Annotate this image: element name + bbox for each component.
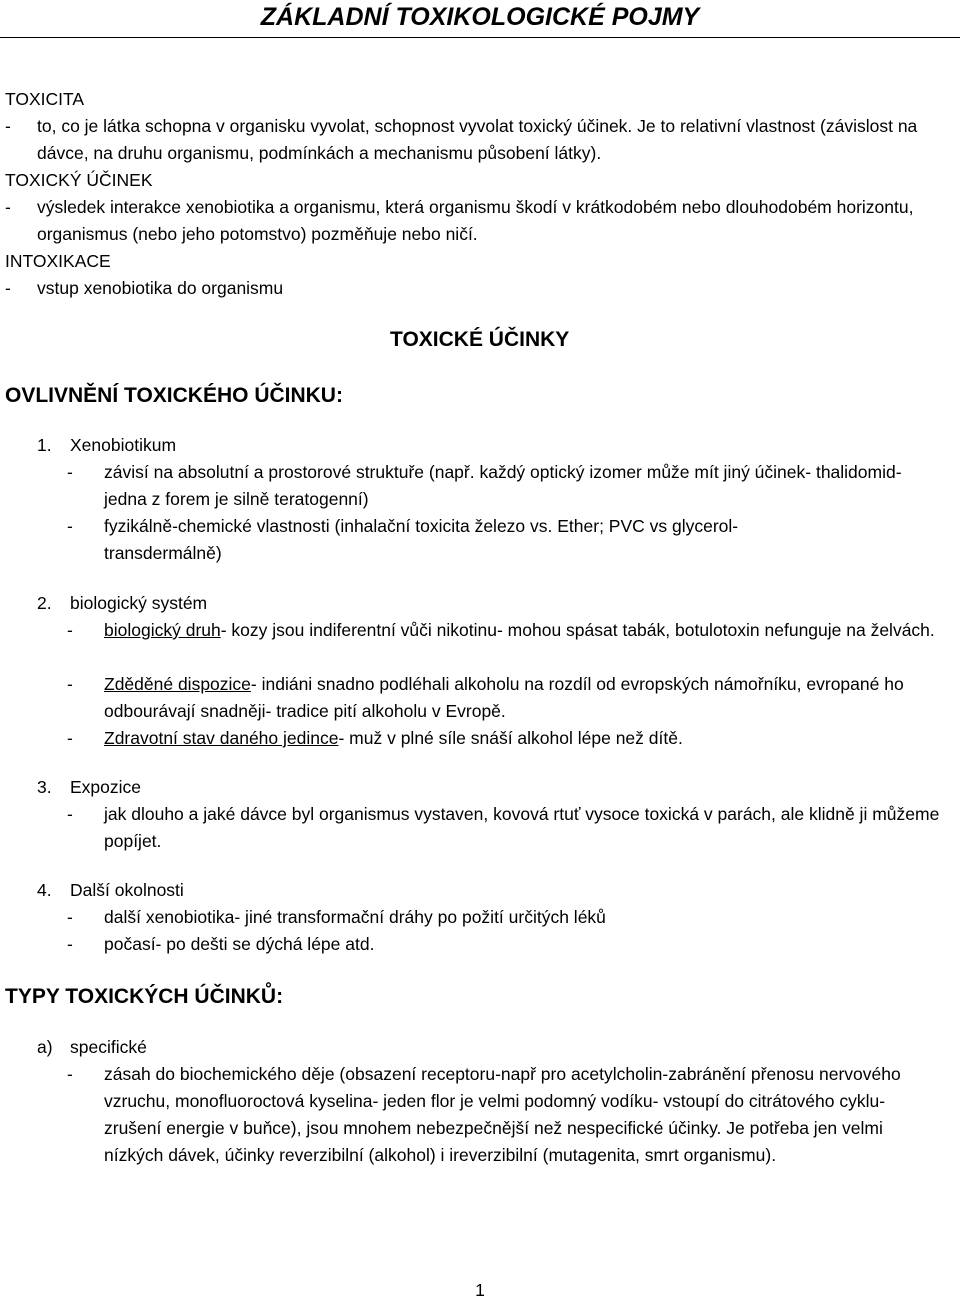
heading-toxicke-ucinky: TOXICKÉ ÚČINKY [390, 328, 570, 351]
item-text: fyzikálně-chemické vlastnosti (inhalační toxicita železo vs. Ether; PVC vs glycerol- transdermálně) [104, 516, 739, 563]
factor-2-item-1 [67, 617, 940, 644]
item-rest: - indiáni snadno podléhali alkoholu na rozdíl od evropských námořníku, evropané ho odbourávají snadněji- tradice pití alkoholu v Evropě. [104, 674, 904, 721]
item-text: zásah do biochemického děje (obsazení receptoru-např pro acetylcholin-zabránění přenosu nervového vzruchu, monofluoroctová kyselina- jeden flor je velmi podomný vodíku- vstoupí do citrátového cyklu- zrušení energie v buňce), jsou mnohem nebezpečnější než nespecifické účinky. Je potřeba jen velmi nízkých dávek, účinky reverzibilní (alkohol) i ireverzibilní (mutagenita, smrt organismu). [104, 1064, 901, 1165]
bullet-dash: - [67, 462, 73, 482]
definition-intoxikace [5, 275, 940, 302]
factor-1 [37, 432, 176, 459]
definition-text: to, co je látka schopna v organisku vyvolat, schopnost vyvolat toxický účinek. Je to relativní vlastnost (závislost na dávce, na druhu organismu, podmínkách a mechanismu působení látky). [37, 116, 918, 163]
factor-number: 4. [37, 880, 52, 900]
factor-label: Další okolnosti [70, 880, 184, 900]
factor-2 [37, 590, 207, 617]
bullet-dash: - [5, 116, 11, 136]
document-title: ZÁKLADNÍ TOXIKOLOGICKÉ POJMY [260, 3, 700, 31]
factor-3 [37, 774, 141, 801]
bullet-dash: - [5, 197, 11, 217]
factor-2-item-3 [67, 725, 940, 752]
factor-number: 3. [37, 777, 52, 797]
bullet-dash: - [67, 907, 73, 927]
factor-label: Expozice [70, 777, 142, 797]
factor-3-item-1 [67, 801, 940, 855]
term-toxicita: TOXICITA [5, 89, 85, 109]
factor-1-item-1 [67, 459, 940, 513]
item-rest: - kozy jsou indiferentní vůči nikotinu- mohou spásat tabák, botulotoxin nefunguje na želvách. [220, 620, 935, 640]
heading-typy: TYPY TOXICKÝCH ÚČINKŮ: [5, 985, 284, 1008]
bullet-dash: - [67, 516, 73, 536]
bullet-dash: - [67, 728, 73, 748]
item-text [104, 617, 940, 644]
bullet-dash: - [67, 1064, 73, 1084]
term-toxicky-ucinek: TOXICKÝ ÚČINEK [5, 170, 153, 190]
definition-toxicky-ucinek [5, 194, 940, 248]
bullet-dash: - [67, 804, 73, 824]
item-text: další xenobiotika- jiné transformační dráhy po požití určitých léků [104, 907, 606, 927]
item-rest: - muž v plné síle snáší alkohol lépe než dítě. [338, 728, 683, 748]
type-label: specifické [70, 1037, 147, 1057]
factor-label: Xenobiotikum [70, 435, 177, 455]
bullet-dash: - [67, 620, 73, 640]
definition-text: výsledek interakce xenobiotika a organismu, která organismu škodí v krátkodobém nebo dlouhodobém horizontu, organismus (nebo jeho potomstvo) pozměňuje nebo ničí. [37, 197, 914, 244]
factor-1-item-2 [67, 513, 940, 567]
definition-toxicita [5, 113, 940, 167]
underlined-term: Zděděné dispozice [104, 674, 251, 694]
type-letter: a) [37, 1037, 53, 1057]
item-text: závisí na absolutní a prostorové struktuře (např. každý optický izomer může mít jiný účinek- thalidomid- jedna z forem je silně teratogenní) [104, 462, 902, 509]
page-number: 1 [475, 1280, 485, 1300]
title-bar [0, 0, 960, 38]
factor-4-item-1 [67, 904, 940, 931]
item-text: počasí- po dešti se dýchá lépe atd. [104, 934, 375, 954]
factor-4 [37, 877, 184, 904]
item-text [104, 671, 940, 725]
bullet-dash: - [5, 278, 11, 298]
factor-label: biologický systém [70, 593, 208, 613]
term-intoxikace: INTOXIKACE [5, 251, 111, 271]
type-a [37, 1034, 147, 1061]
factor-2-item-2 [67, 671, 940, 725]
item-text: jak dlouho a jaké dávce byl organismus vystaven, kovová rtuť vysoce toxická v parách, ale klidně ji můžeme popíjet. [104, 804, 940, 851]
factor-number: 2. [37, 593, 52, 613]
heading-ovlivneni: OVLIVNĚNÍ TOXICKÉHO ÚČINKU: [5, 384, 343, 407]
item-text [104, 725, 940, 752]
definition-text: vstup xenobiotika do organismu [37, 278, 284, 298]
type-a-item-1 [67, 1061, 940, 1169]
underlined-term: biologický druh [104, 620, 221, 640]
factor-4-item-2 [67, 931, 940, 958]
bullet-dash: - [67, 934, 73, 954]
underlined-term: Zdravotní stav daného jedince [104, 728, 339, 748]
bullet-dash: - [67, 674, 73, 694]
factor-number: 1. [37, 435, 52, 455]
